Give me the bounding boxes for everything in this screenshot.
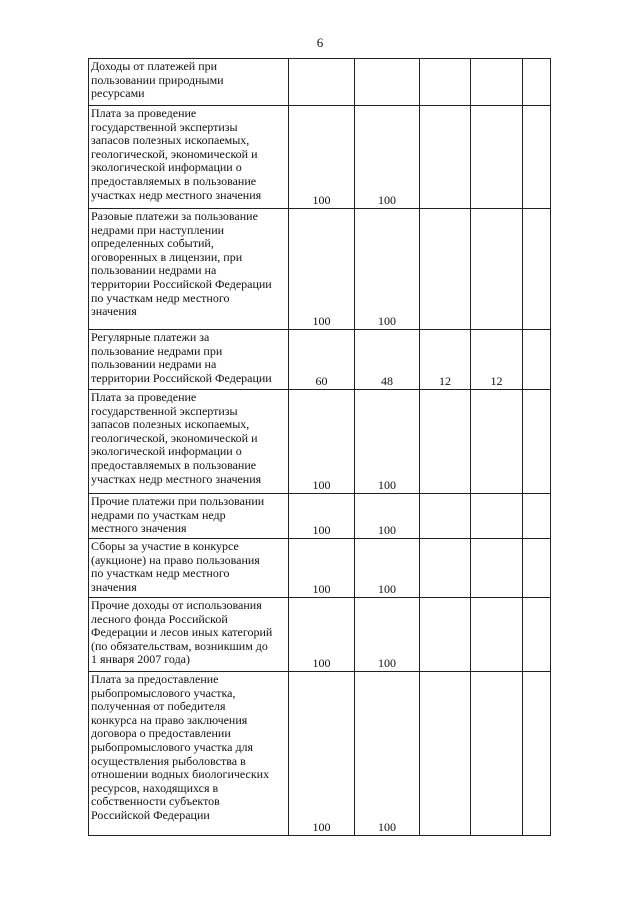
value-cell: [355, 59, 420, 106]
table-row: [89, 598, 551, 672]
value-cell: [420, 672, 471, 836]
table-row: [89, 209, 551, 330]
value-cell: [420, 106, 471, 209]
value-cell: 12: [471, 330, 523, 390]
value-cell: 100: [355, 494, 420, 539]
revenue-name: Плата за предоставление рыбопромыслового участка, полученная от победителя конкурса на право заключения договора о предоставлении рыбопромыслового участка для осуществления рыболовства в отношении водных биологических ресурсов, находящихся в собственности субъектов Российской Федерации: [91, 672, 270, 822]
table-row: [89, 390, 551, 494]
revenue-name-cell: [89, 209, 289, 330]
value-cell: [420, 539, 471, 598]
value-cell: [523, 59, 551, 106]
table-row: [89, 106, 551, 209]
value-cell: [523, 598, 551, 672]
value-cell: [523, 494, 551, 539]
revenue-name-cell: [89, 672, 289, 836]
value-cell: [471, 539, 523, 598]
table-row: [89, 672, 551, 836]
table-row: [89, 330, 551, 390]
value-cell: [471, 106, 523, 209]
revenue-name: Прочие платежи при пользовании недрами по участкам недр местного значения: [91, 494, 265, 536]
value-cell: 100: [289, 209, 355, 330]
value-cell: [471, 209, 523, 330]
revenue-distribution-table: [88, 58, 551, 836]
value-cell: [289, 59, 355, 106]
value-cell: 60: [289, 330, 355, 390]
value-cell: 100: [289, 390, 355, 494]
table-row: [89, 59, 551, 106]
revenue-name: Доходы от платежей при пользовании природными ресурсами: [91, 59, 224, 101]
value-cell: 100: [355, 598, 420, 672]
value-cell: 100: [355, 539, 420, 598]
value-cell: 12: [420, 330, 471, 390]
value-cell: 48: [355, 330, 420, 390]
value-cell: [523, 330, 551, 390]
value-cell: [471, 59, 523, 106]
value-cell: [471, 598, 523, 672]
revenue-name: Разовые платежи за пользование недрами при наступлении определенных событий, оговоренных в лицензии, при пользовании недрами на территории Российской Федерации по участкам недр местного значения: [91, 209, 272, 319]
value-cell: [523, 106, 551, 209]
table-row: [89, 539, 551, 598]
revenue-name-cell: [89, 539, 289, 598]
revenue-name-cell: [89, 598, 289, 672]
value-cell: [420, 209, 471, 330]
value-cell: [523, 539, 551, 598]
value-cell: 100: [289, 539, 355, 598]
revenue-name-cell: [89, 106, 289, 209]
revenue-name: Плата за проведение государственной экспертизы запасов полезных ископаемых, геологической, экономической и экологической информации о предоставляемых в пользование участках недр местного значения: [91, 106, 262, 202]
value-cell: [471, 494, 523, 539]
revenue-name: Регулярные платежи за пользование недрами при пользовании недрами на территории Российской Федерации: [91, 330, 272, 385]
page-number: 6: [316, 35, 324, 50]
value-cell: 100: [355, 209, 420, 330]
value-cell: [523, 209, 551, 330]
revenue-name-cell: [89, 494, 289, 539]
value-cell: 100: [355, 106, 420, 209]
value-cell: [471, 672, 523, 836]
value-cell: 100: [289, 494, 355, 539]
value-cell: [420, 598, 471, 672]
value-cell: [420, 494, 471, 539]
value-cell: 100: [289, 598, 355, 672]
revenue-name: Прочие доходы от использования лесного фонда Российской Федерации и лесов иных категорий (по обязательствам, возникшим до 1 января 2007 года): [91, 598, 273, 667]
value-cell: 100: [355, 672, 420, 836]
table-row: [89, 494, 551, 539]
value-cell: [420, 390, 471, 494]
revenue-name-cell: [89, 330, 289, 390]
value-cell: [420, 59, 471, 106]
value-cell: [471, 390, 523, 494]
value-cell: [523, 390, 551, 494]
value-cell: 100: [355, 390, 420, 494]
revenue-name-cell: [89, 390, 289, 494]
revenue-name-cell: [89, 59, 289, 106]
value-cell: 100: [289, 672, 355, 836]
revenue-name: Сборы за участие в конкурсе (аукционе) на право пользования по участкам недр местного значения: [91, 539, 260, 594]
value-cell: [523, 672, 551, 836]
value-cell: 100: [289, 106, 355, 209]
revenue-name: Плата за проведение государственной экспертизы запасов полезных ископаемых, геологической, экономической и экологической информации о предоставляемых в пользование участках недр местного значения: [91, 390, 262, 486]
